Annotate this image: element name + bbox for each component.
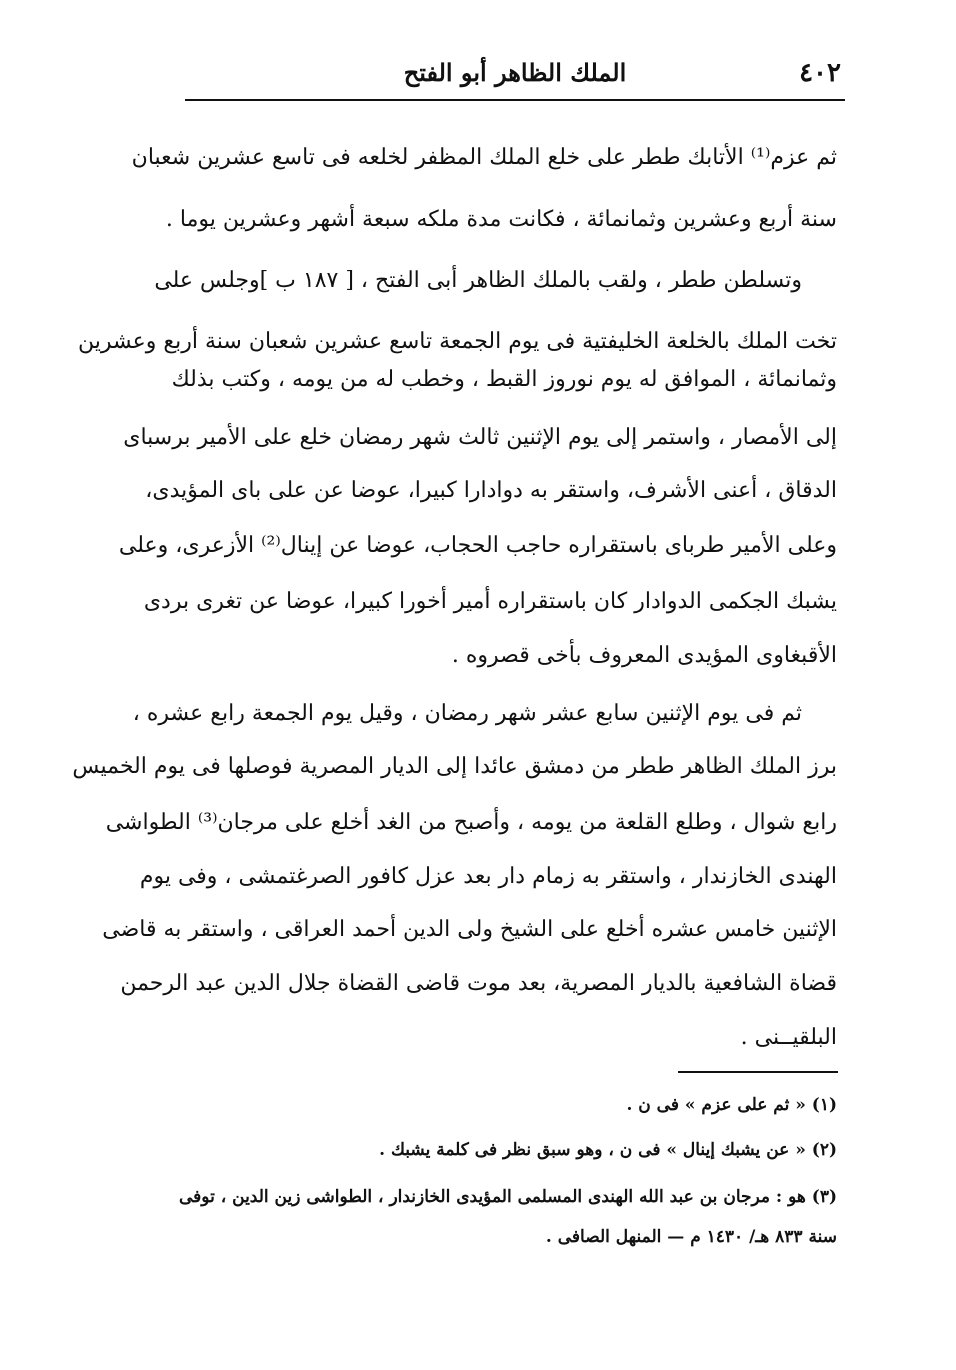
body-line: برز الملك الظاهر ططر من دمشق عائدا إلى الديار المصرية فوصلها فى يوم الخميس (72, 754, 837, 779)
page-number: ٤٠٢ (799, 58, 841, 88)
footnote: سنة ٨٣٣ هـ/ ١٤٣٠ م — المنهل الصافى . (545, 1227, 837, 1247)
footnote: (٢) « عن يشبك إينال » فى ن ، وهو سبق نظر فى كلمة يشبك . (379, 1140, 837, 1160)
body-line: إلى الأمصار ، واستمر إلى يوم الإثنين ثالث شهر رمضان خلع على الأمير برسباى (123, 425, 837, 450)
page-header (185, 52, 845, 98)
footnote: (٣) هو : مرجان بن عبد الله الهندى المسلمى المؤيدى الخازندار ، الطواشى زين الدين ، توفى (179, 1187, 837, 1207)
body-line: الإثنين خامس عشره أخلع على الشيخ ولى الدين أحمد العراقى ، واستقر به قاضى (102, 917, 837, 942)
body-line: رابع شوال ، وطلع القلعة من يومه ، وأصبح من الغد أخلع على مرجان⁽³⁾ الطواشى (105, 810, 837, 835)
body-line: الهندى الخازندار ، واستقر به زمام دار بعد عزل كافور الصرغتمشى ، وفى يوم (139, 864, 837, 889)
body-line: ثم عزم⁽¹⁾ الأتابك ططر على خلع الملك المظفر لخلعه فى تاسع عشرين شعبان (131, 145, 837, 170)
body-line: يشبك الجكمى الدوادار كان باستقراره أمير أخورا كبيرا، عوضا عن تغرى بردى (143, 589, 837, 614)
body-line: سنة أربع وعشرين وثمانمائة ، فكانت مدة ملكه سبعة أشهر وعشرين يوما . (165, 207, 837, 232)
body-line: البلقيــنى . (740, 1025, 837, 1050)
footnote: (١) « ثم على عزم » فى ن . (626, 1095, 837, 1115)
body-line: وتسلطن ططر ، ولقب بالملك الظاهر أبى الفتح ، [ ١٨٧ ب ]وجلس على (154, 268, 802, 293)
body-line: الدقاق ، أعنى الأشرف، واستقر به دوادارا كبيرا، عوضا عن على باى المؤيدى، (145, 478, 837, 503)
body-line: الأقبغاوى المؤيدى المعروف بأخى قصروه . (451, 643, 837, 668)
body-line: قضاة الشافعية بالديار المصرية، بعد موت قاضى القضاة جلال الدين عبد الرحمن (120, 971, 837, 996)
body-line: تخت الملك بالخلعة الخليفتية فى يوم الجمعة تاسع عشرين شعبان سنة أربع وعشرين (78, 329, 837, 354)
header-rule (185, 99, 845, 101)
body-line: وعلى الأمير طرباى باستقراره حاجب الحجاب، عوضا عن إينال⁽²⁾ الأزعرى، وعلى (118, 533, 837, 558)
footnote-rule (678, 1071, 838, 1073)
body-line: ثم فى يوم الإثنين سابع عشر شهر رمضان ، وقيل يوم الجمعة رابع عشره ، (132, 701, 802, 726)
body-line: وثمانمائة ، الموافق له يوم نوروز القبط ، وخطب له من يومه ، وكتب بذلك (171, 367, 837, 392)
running-title: الملك الظاهر أبو الفتح (403, 58, 627, 87)
